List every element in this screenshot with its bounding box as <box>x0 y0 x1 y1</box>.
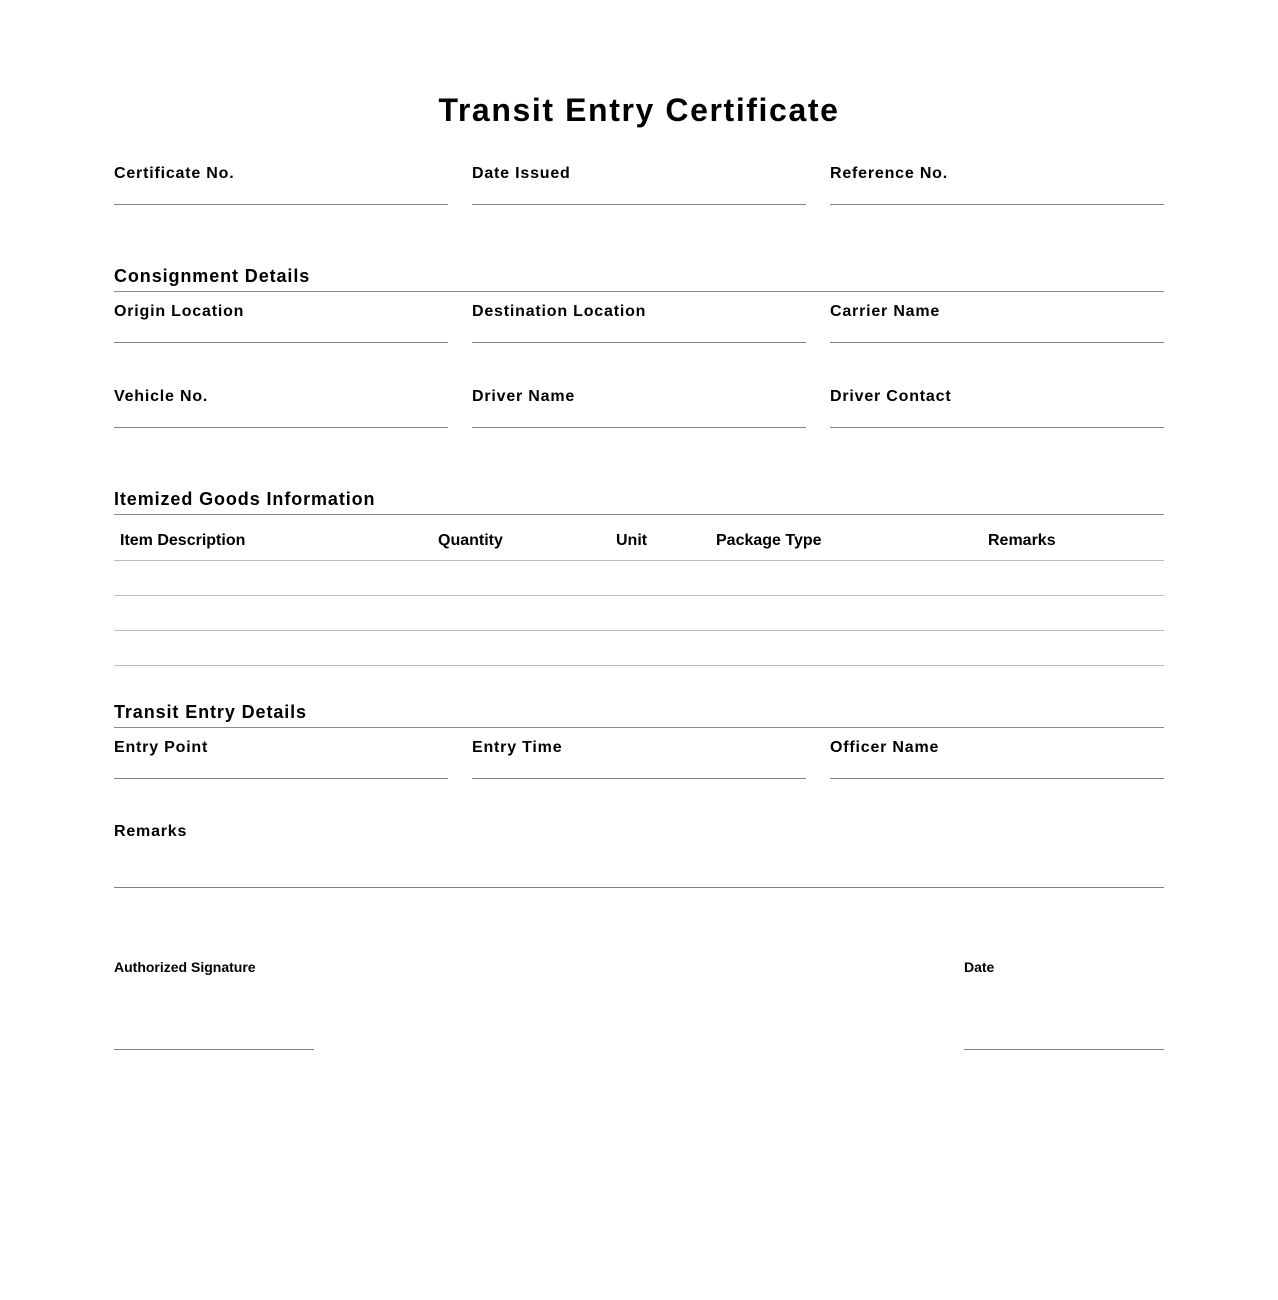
signature-date-block[interactable] <box>964 958 1164 1053</box>
quantity-cell[interactable] <box>432 630 610 665</box>
table-row <box>114 560 1164 595</box>
remarks-input-line[interactable] <box>114 887 1164 888</box>
entry-time-label: Entry Time <box>472 739 563 756</box>
certificate-no-field[interactable] <box>114 164 448 214</box>
origin-location-input-line[interactable] <box>114 342 448 343</box>
certificate-no-label: Certificate No. <box>114 165 235 182</box>
vehicle-no-field[interactable] <box>114 387 448 437</box>
remarks-cell[interactable] <box>982 560 1164 595</box>
certificate-no-input-line[interactable] <box>114 204 448 205</box>
carrier-name-input-line[interactable] <box>830 342 1164 343</box>
quantity-cell[interactable] <box>432 595 610 630</box>
column-header-remarks: Remarks <box>982 523 1164 560</box>
remarks-cell[interactable] <box>982 595 1164 630</box>
package-type-cell[interactable] <box>710 595 982 630</box>
driver-contact-input-line[interactable] <box>830 427 1164 428</box>
column-header-item-description: Item Description <box>114 523 432 560</box>
remarks-cell[interactable] <box>982 630 1164 665</box>
driver-name-input-line[interactable] <box>472 427 806 428</box>
driver-contact-field[interactable] <box>830 387 1164 437</box>
driver-contact-label: Driver Contact <box>830 388 952 405</box>
authorized-signature-block[interactable] <box>114 958 314 1053</box>
package-type-cell[interactable] <box>710 630 982 665</box>
consignment-row-2 <box>114 387 1164 437</box>
date-issued-input-line[interactable] <box>472 204 806 205</box>
transit-entry-details-heading: Transit Entry Details <box>114 701 1164 728</box>
signature-date-line[interactable] <box>964 1049 1164 1050</box>
consignment-row-1 <box>114 302 1164 352</box>
entry-point-field[interactable] <box>114 738 448 788</box>
vehicle-no-label: Vehicle No. <box>114 388 209 405</box>
destination-location-label: Destination Location <box>472 303 647 320</box>
origin-location-label: Origin Location <box>114 303 245 320</box>
item-description-cell[interactable] <box>114 630 432 665</box>
authorized-signature-label: Authorized Signature <box>114 959 256 975</box>
signature-date-label: Date <box>964 959 995 975</box>
package-type-cell[interactable] <box>710 560 982 595</box>
entry-time-field[interactable] <box>472 738 806 788</box>
column-header-package-type: Package Type <box>710 523 982 560</box>
goods-table-header-row <box>114 523 1164 560</box>
entry-point-input-line[interactable] <box>114 778 448 779</box>
officer-name-field[interactable] <box>830 738 1164 788</box>
carrier-name-label: Carrier Name <box>830 303 941 320</box>
transit-entry-row <box>114 738 1164 788</box>
unit-cell[interactable] <box>610 630 710 665</box>
quantity-cell[interactable] <box>432 560 610 595</box>
destination-location-input-line[interactable] <box>472 342 806 343</box>
reference-no-input-line[interactable] <box>830 204 1164 205</box>
destination-location-field[interactable] <box>472 302 806 352</box>
driver-name-field[interactable] <box>472 387 806 437</box>
carrier-name-field[interactable] <box>830 302 1164 352</box>
item-description-cell[interactable] <box>114 560 432 595</box>
table-row <box>114 595 1164 630</box>
unit-cell[interactable] <box>610 595 710 630</box>
item-description-cell[interactable] <box>114 595 432 630</box>
entry-point-label: Entry Point <box>114 739 209 756</box>
table-row <box>114 630 1164 665</box>
entry-time-input-line[interactable] <box>472 778 806 779</box>
reference-no-field[interactable] <box>830 164 1164 214</box>
officer-name-label: Officer Name <box>830 739 940 756</box>
consignment-details-heading: Consignment Details <box>114 265 1164 292</box>
column-header-quantity: Quantity <box>432 523 610 560</box>
date-issued-field[interactable] <box>472 164 806 214</box>
date-issued-label: Date Issued <box>472 165 571 182</box>
unit-cell[interactable] <box>610 560 710 595</box>
remarks-field[interactable] <box>114 822 1164 892</box>
vehicle-no-input-line[interactable] <box>114 427 448 428</box>
driver-name-label: Driver Name <box>472 388 576 405</box>
document-title: Transit Entry Certificate <box>438 92 840 128</box>
officer-name-input-line[interactable] <box>830 778 1164 779</box>
remarks-label: Remarks <box>114 823 188 840</box>
authorized-signature-line[interactable] <box>114 1049 314 1050</box>
header-fields-row <box>114 164 1164 214</box>
column-header-unit: Unit <box>610 523 710 560</box>
reference-no-label: Reference No. <box>830 165 948 182</box>
origin-location-field[interactable] <box>114 302 448 352</box>
goods-table <box>114 523 1164 666</box>
itemized-goods-heading: Itemized Goods Information <box>114 488 1164 515</box>
